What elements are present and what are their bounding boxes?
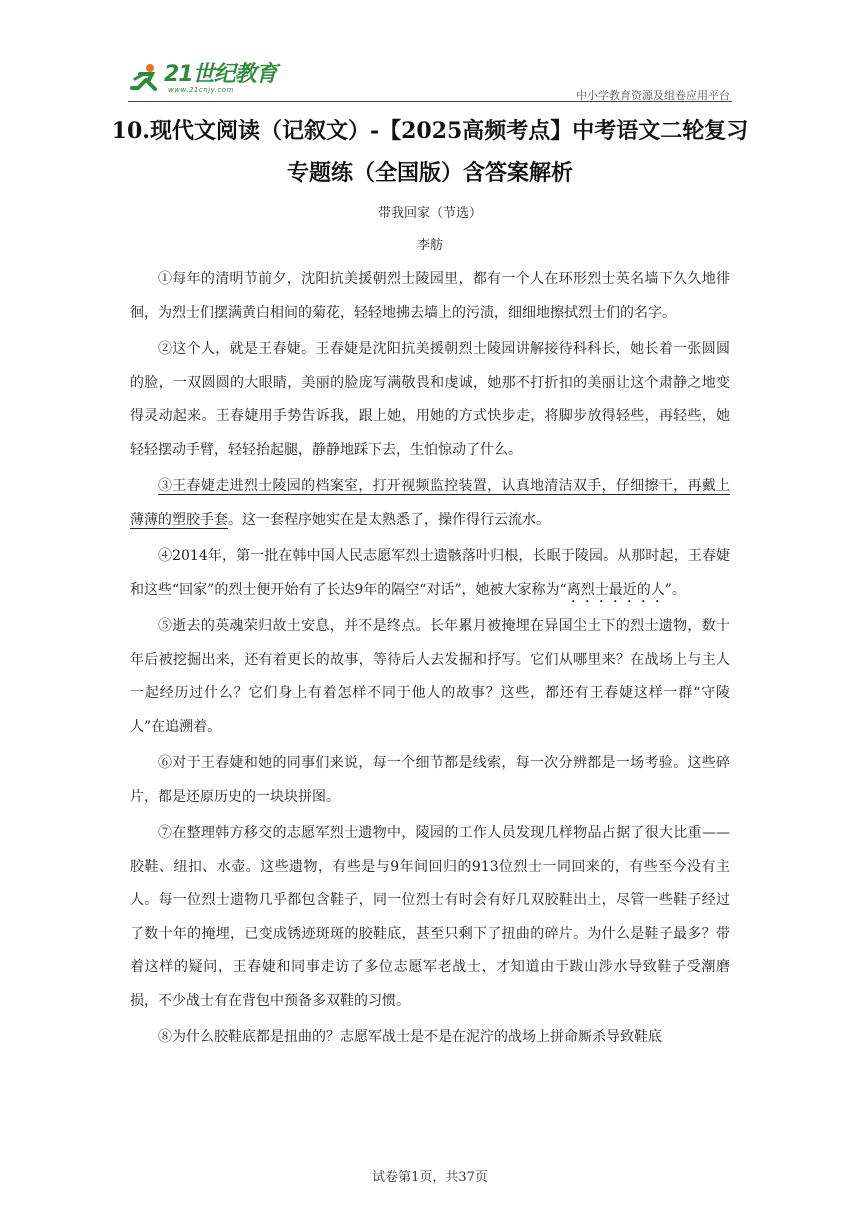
header-divider: [128, 101, 732, 102]
passage-author: 李舫: [416, 238, 443, 253]
page-title: 10.现代文阅读（记叙文）-【2025高频考点】中考语文二轮复习专题练（全国版）含答案解析: [111, 118, 749, 186]
paragraph-4-text: ④2014年，第一批在韩中国人民志愿军烈士遗骸落叶归根，长眠于陵园。从那时起，王春婕和这些“回家”的烈士便开始有了长达9年的隔空“对话”，她被大家称为“: [130, 548, 730, 598]
underlined-sentence: ③王春婕走进烈士陵园的档案室，打开视频监控装置，认真地清洁双手，仔细擦干，再戴上薄薄的塑胶手套: [130, 478, 730, 528]
paragraph-3: [130, 470, 730, 537]
platform-label: 中小学教育资源及组卷应用平台: [576, 89, 730, 102]
passage-body: [130, 263, 730, 1058]
logo-url: www.21cnjy.com: [168, 86, 234, 94]
emphasized-phrase: 离烈士最近的人: [566, 581, 665, 598]
paragraph-2: ②这个人，就是王春婕。王春婕是沈阳抗美援朝烈士陵园讲解接待科科长，她长着一张圆圆的脸，一双圆圆的大眼睛，美丽的脸庞写满敬畏和虔诚，她那不打折扣的美丽让这个肃静之地变得灵动起来。王春婕用手势告诉我，跟上她，用她的方式快步走，将脚步放得轻些，再轻些，她轻轻摆动手臂，轻轻抬起腿，静静地踩下去，生怕惊动了什么。: [130, 341, 730, 458]
paragraph-5: ⑤逝去的英魂荣归故土安息，并不是终点。长年累月被掩埋在异国尘土下的烈士遗物，数十年后被挖掘出来，还有着更长的故事，等待后人去发掘和抒写。它们从哪里来？在战场上与主人一起经历过什么？它们身上有着怎样不同于他人的故事？这些，都还有王春婕这样一群“守陵人”在追溯着。: [130, 618, 730, 735]
running-figure-icon: [128, 62, 162, 96]
paragraph-6: ⑥对于王春婕和她的同事们来说，每一个细节都是线索，每一次分辨都是一场考验。这些碎片，都是还原历史的一块块拼图。: [130, 755, 730, 805]
paragraph-4-end: ”。: [664, 581, 686, 598]
page-footer: 试卷第1页，共37页: [372, 1170, 488, 1185]
logo: [128, 62, 277, 96]
paragraph-8: ⑧为什么胶鞋底都是扭曲的？志愿军战士是不是在泥泞的战场上拼命厮杀导致鞋底: [158, 1029, 662, 1045]
paragraph-3-rest: 。这一套程序她实在是太熟悉了，操作得行云流水。: [228, 511, 550, 528]
paragraph-4: [130, 540, 730, 607]
logo-text: 21世纪教育: [164, 62, 277, 87]
paragraph-1: ①每年的清明节前夕，沈阳抗美援朝烈士陵园里，都有一个人在环形烈士英名墙下久久地徘徊，为烈士们摆满黄白相间的菊花，轻轻地拂去墙上的污渍，细细地擦拭烈士们的名字。: [130, 271, 730, 321]
page-header: [128, 62, 732, 102]
passage-title: 带我回家（节选）: [377, 206, 482, 221]
paragraph-7: ⑦在整理韩方移交的志愿军烈士遗物中，陵园的工作人员发现几样物品占据了很大比重——胶鞋、纽扣、水壶。这些遗物，有些是与9年间回归的913位烈士一同回来的，有些至今没有主人。每一位烈士遗物几乎都包含鞋子，同一位烈士有时会有好几双胶鞋出土，尽管一些鞋子经过了数十年的掩埋，已变成锈迹斑斑的胶鞋底，甚至只剩下了扭曲的碎片。为什么是鞋子最多？带着这样的疑问，王春婕和同事走访了多位志愿军老战士，才知道由于跋山涉水导致鞋子受潮磨损，不少战士有在背包中预备多双鞋的习惯。: [130, 825, 730, 1009]
